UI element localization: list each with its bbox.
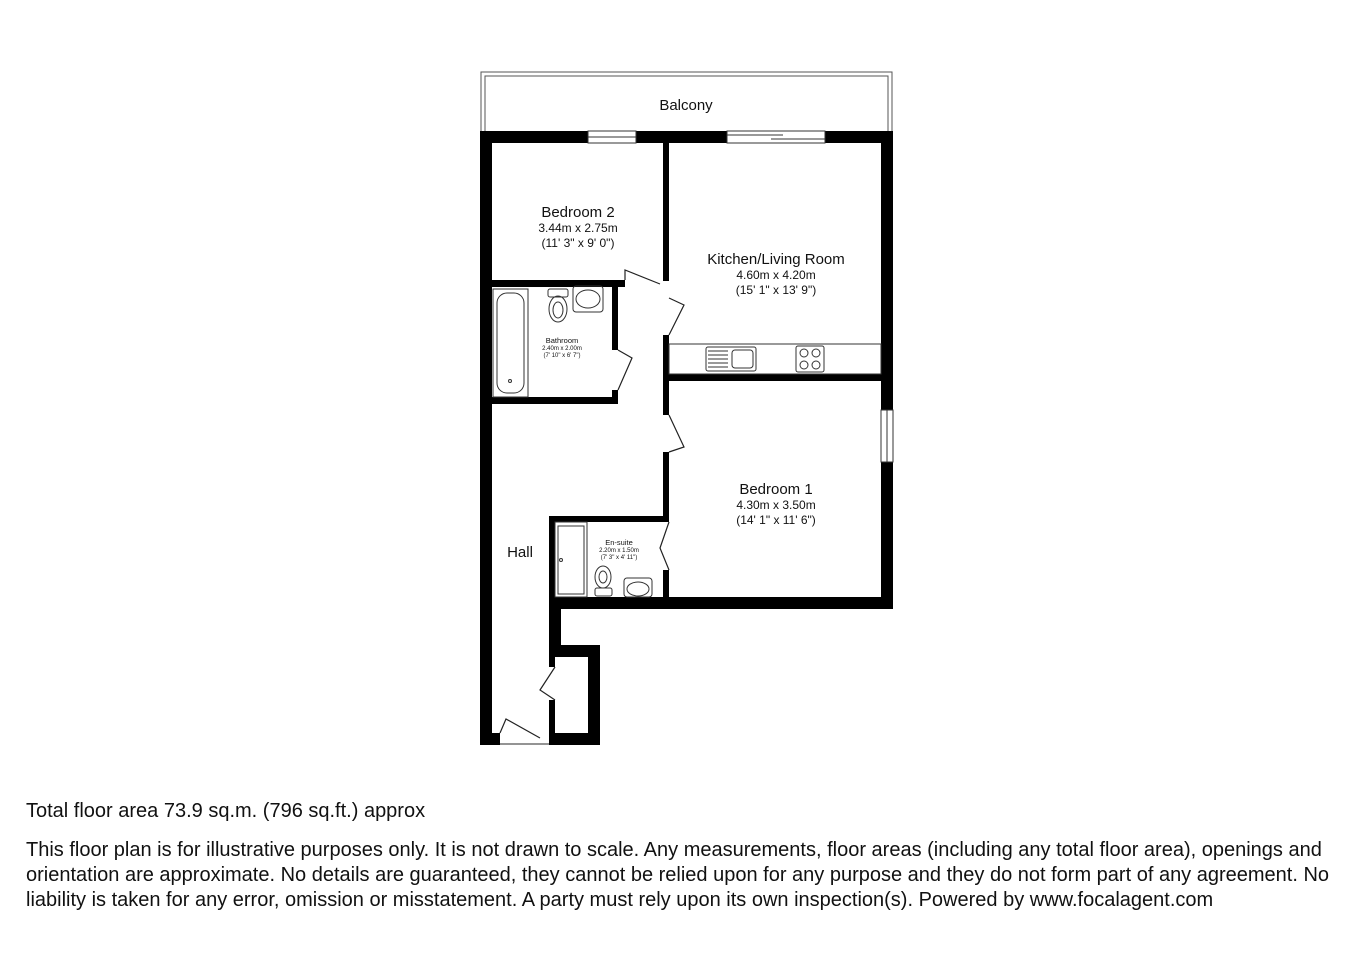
shower-icon: [555, 522, 587, 597]
basin-icon: [624, 578, 652, 597]
disclaimer-text: This floor plan is for illustrative purposes only. It is not drawn to scale. Any measurements, floor areas (including any total floor area), openings and orientation are approximate. No details are guaranteed, they cannot be relied upon for any purpose and they do not form part of any agreement. No liability is taken for any error, omission or misstatement. A party must rely upon its own inspection(s). Powered by www.focalagent.com: [26, 839, 1330, 911]
room-labels: [507, 97, 845, 561]
toilet-icon: [595, 566, 612, 596]
bathroom-imperial: (7' 10" x 6' 7"): [543, 353, 581, 359]
ensuite-name: En-suite: [605, 538, 633, 547]
bathroom-metric: 2.40m x 2.00m: [542, 346, 582, 352]
kitchen-imperial: (15' 1" x 13' 9"): [735, 283, 817, 297]
bedroom1-name: Bedroom 1: [739, 481, 813, 498]
bath-icon: [493, 289, 528, 397]
hall-name: Hall: [507, 544, 533, 561]
sink-icon: [706, 347, 756, 371]
kitchen-metric: 4.60m x 4.20m: [736, 268, 816, 282]
footer: [26, 798, 1356, 913]
balcony-label: Balcony: [659, 97, 713, 114]
basin-icon: [573, 286, 603, 312]
bedroom1-metric: 4.30m x 3.50m: [736, 498, 816, 512]
kitchen-name: Kitchen/Living Room: [707, 251, 845, 268]
bathroom-name: Bathroom: [545, 336, 579, 345]
bedroom2-imperial: (11' 3" x 9' 0"): [541, 236, 615, 250]
ensuite-imperial: (7' 3" x 4' 11"): [600, 555, 638, 561]
bedroom2-metric: 3.44m x 2.75m: [538, 221, 618, 235]
bedroom2-name: Bedroom 2: [541, 204, 615, 221]
bedroom1-imperial: (14' 1" x 11' 6"): [736, 513, 816, 527]
toilet-icon: [548, 289, 568, 322]
kitchen-units: [669, 344, 881, 374]
hob-icon: [796, 346, 824, 372]
total-floor-area: Total floor area 73.9 sq.m. (796 sq.ft.) approx: [26, 800, 426, 822]
ensuite-metric: 2.20m x 1.50m: [599, 548, 639, 554]
